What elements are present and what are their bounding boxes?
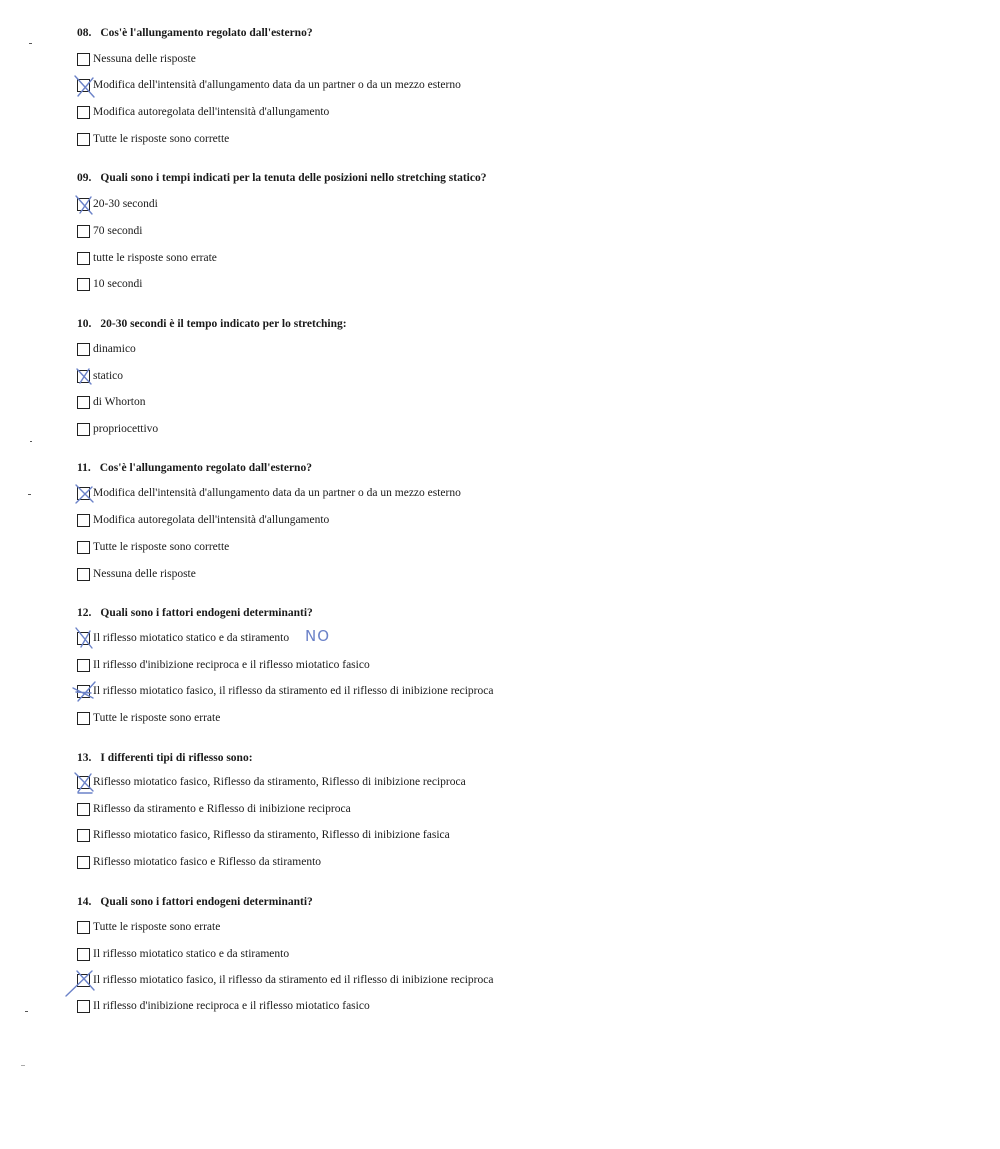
option-13-c[interactable]	[77, 827, 450, 843]
checkbox-checked[interactable]	[77, 370, 90, 383]
option-label: Modifica autoregolata dell'intensità d'allungamento	[93, 514, 330, 526]
option-13-a[interactable]	[77, 774, 466, 790]
option-label: Tutte le risposte sono corrette	[93, 541, 230, 553]
scan-speck	[28, 494, 31, 495]
option-09-a[interactable]	[77, 196, 158, 212]
option-10-b[interactable]	[77, 368, 123, 384]
checkbox[interactable]	[77, 514, 90, 527]
option-14-c[interactable]	[77, 972, 493, 988]
option-label: Modifica dell'intensità d'allungamento data da un partner o da un mezzo esterno	[93, 79, 461, 91]
checkbox[interactable]	[77, 856, 90, 869]
option-12-c[interactable]	[77, 683, 493, 699]
checkbox[interactable]	[77, 921, 90, 934]
question-text: Quali sono i fattori endogeni determinanti?	[100, 607, 313, 619]
question-number: 10.	[77, 318, 92, 330]
option-11-a[interactable]	[77, 485, 461, 501]
question-number: 12.	[77, 607, 92, 619]
option-label: Riflesso miotatico fasico, Riflesso da stiramento, Riflesso di inibizione fasica	[93, 829, 450, 841]
option-label: tutte le risposte sono errate	[93, 252, 217, 264]
option-08-b[interactable]	[77, 77, 461, 93]
option-label: 20-30 secondi	[93, 198, 158, 210]
option-14-d[interactable]	[77, 998, 370, 1014]
option-label: Riflesso da stiramento e Riflesso di inibizione reciproca	[93, 803, 351, 815]
question-10-title	[77, 317, 347, 331]
checkbox-checked[interactable]	[77, 487, 90, 500]
checkbox[interactable]	[77, 659, 90, 672]
option-09-c[interactable]	[77, 250, 217, 266]
question-13-title	[77, 751, 253, 765]
checkbox[interactable]	[77, 343, 90, 356]
checkbox-checked[interactable]	[77, 632, 90, 645]
checkbox[interactable]	[77, 133, 90, 146]
question-08-title	[77, 26, 313, 40]
scan-speck	[21, 1065, 25, 1066]
handwritten-note: NO	[305, 627, 331, 645]
checkbox-checked[interactable]	[77, 685, 90, 698]
question-number: 08.	[77, 27, 92, 39]
question-text: Cos'è l'allungamento regolato dall'esterno?	[99, 462, 312, 474]
checkbox[interactable]	[77, 829, 90, 842]
option-09-b[interactable]	[77, 223, 143, 239]
checkbox[interactable]	[77, 712, 90, 725]
checkbox[interactable]	[77, 278, 90, 291]
option-label: statico	[93, 370, 124, 382]
option-label: di Whorton	[93, 396, 146, 408]
checkbox[interactable]	[77, 252, 90, 265]
question-11-title	[77, 461, 312, 475]
option-label: Riflesso miotatico fasico, Riflesso da stiramento, Riflesso di inibizione reciproca	[93, 776, 466, 788]
option-10-d[interactable]	[77, 421, 158, 437]
question-number: 11.	[77, 462, 91, 474]
option-11-d[interactable]	[77, 566, 196, 582]
option-label: 10 secondi	[93, 278, 143, 290]
checkbox-checked[interactable]	[77, 79, 90, 92]
option-label: Il riflesso d'inibizione reciproca e il riflesso miotatico fasico	[93, 1000, 370, 1012]
option-label: Modifica dell'intensità d'allungamento data da un partner o da un mezzo esterno	[93, 487, 461, 499]
question-text: I differenti tipi di riflesso sono:	[100, 752, 253, 764]
option-label: Nessuna delle risposte	[93, 53, 196, 65]
question-09-title	[77, 171, 486, 185]
option-label: Riflesso miotatico fasico e Riflesso da stiramento	[93, 856, 322, 868]
option-11-c[interactable]	[77, 539, 229, 555]
checkbox[interactable]	[77, 423, 90, 436]
scan-speck	[30, 441, 32, 442]
option-09-d[interactable]	[77, 276, 143, 292]
option-label: Nessuna delle risposte	[93, 568, 196, 580]
option-14-b[interactable]	[77, 946, 289, 962]
option-08-c[interactable]	[77, 104, 329, 120]
option-label: Il riflesso miotatico statico e da stiramento	[93, 632, 290, 644]
option-10-c[interactable]	[77, 394, 146, 410]
checkbox[interactable]	[77, 803, 90, 816]
option-label: 70 secondi	[93, 225, 143, 237]
checkbox[interactable]	[77, 53, 90, 66]
option-14-a[interactable]	[77, 919, 220, 935]
checkbox[interactable]	[77, 396, 90, 409]
option-10-a[interactable]	[77, 341, 136, 357]
checkbox-checked[interactable]	[77, 776, 90, 789]
question-number: 14.	[77, 896, 92, 908]
option-label: Il riflesso miotatico fasico, il riflesso da stiramento ed il riflesso di inibizione reciproca	[93, 685, 494, 697]
option-label: Tutte le risposte sono errate	[93, 712, 221, 724]
option-13-b[interactable]	[77, 801, 351, 817]
question-number: 13.	[77, 752, 92, 764]
option-label: Tutte le risposte sono errate	[93, 921, 221, 933]
question-number: 09.	[77, 172, 92, 184]
option-label: Il riflesso miotatico statico e da stiramento	[93, 948, 290, 960]
question-14-title	[77, 895, 313, 909]
option-label: propriocettivo	[93, 423, 159, 435]
checkbox[interactable]	[77, 948, 90, 961]
option-08-a[interactable]	[77, 51, 196, 67]
checkbox[interactable]	[77, 1000, 90, 1013]
checkbox[interactable]	[77, 225, 90, 238]
scan-speck	[29, 43, 32, 44]
option-label: Tutte le risposte sono corrette	[93, 133, 230, 145]
option-08-d[interactable]	[77, 131, 229, 147]
checkbox-checked[interactable]	[77, 974, 90, 987]
option-12-a[interactable]	[77, 630, 289, 646]
question-text: 20-30 secondi è il tempo indicato per lo stretching:	[100, 318, 347, 330]
question-12-title	[77, 606, 313, 620]
option-label: dinamico	[93, 343, 136, 355]
option-label: Il riflesso d'inibizione reciproca e il riflesso miotatico fasico	[93, 659, 370, 671]
checkbox[interactable]	[77, 568, 90, 581]
option-label: Modifica autoregolata dell'intensità d'allungamento	[93, 106, 330, 118]
question-text: Quali sono i fattori endogeni determinanti?	[100, 896, 313, 908]
checkbox[interactable]	[77, 106, 90, 119]
question-text: Quali sono i tempi indicati per la tenuta delle posizioni nello stretching statico?	[100, 172, 487, 184]
option-12-b[interactable]	[77, 657, 370, 673]
option-13-d[interactable]	[77, 854, 321, 870]
checkbox-checked[interactable]	[77, 198, 90, 211]
scan-speck	[25, 1011, 28, 1012]
option-11-b[interactable]	[77, 512, 329, 528]
question-text: Cos'è l'allungamento regolato dall'esterno?	[100, 27, 313, 39]
option-12-d[interactable]	[77, 710, 220, 726]
checkbox[interactable]	[77, 541, 90, 554]
option-label: Il riflesso miotatico fasico, il riflesso da stiramento ed il riflesso di inibizione reciproca	[93, 974, 494, 986]
